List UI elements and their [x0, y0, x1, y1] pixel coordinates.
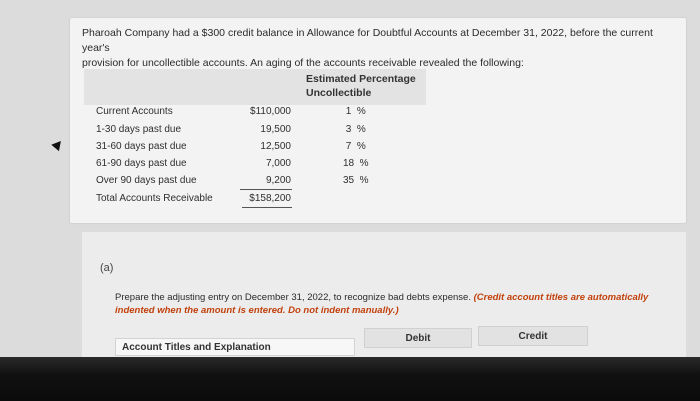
row-amount-31-60: 12,500 — [260, 141, 291, 152]
row-pct-over-90: 35 % — [343, 175, 369, 186]
subtotal-rule — [240, 189, 292, 190]
instruction-note: (Credit account titles are automatically indented when the amount is entered. Do not indent manually.) — [115, 292, 649, 316]
row-amount-1-30: 19,500 — [260, 124, 291, 135]
instruction-main: Prepare the adjusting entry on December 31, 2022, to recognize bad debts expense. — [115, 292, 471, 303]
pct-header-line-2: Uncollectible — [306, 87, 372, 99]
row-amount-61-90: 7,000 — [265, 158, 291, 169]
row-label-current: Current Accounts — [96, 106, 173, 117]
mouse-cursor-icon — [51, 138, 64, 151]
row-label-1-30: 1-30 days past due — [96, 124, 182, 135]
row-amount-over-90: 9,200 — [265, 175, 291, 186]
row-pct-31-60: 7 % — [343, 141, 366, 152]
monitor-bezel — [0, 357, 700, 401]
row-pct-1-30: 3 % — [343, 124, 366, 135]
part-label: (a) — [100, 262, 114, 274]
row-amount-total: $158,200 — [249, 193, 291, 204]
row-label-61-90: 61-90 days past due — [96, 158, 187, 169]
credit-header: Credit — [478, 326, 588, 346]
row-pct-61-90: 18 % — [343, 158, 369, 169]
account-titles-header: Account Titles and Explanation — [115, 338, 355, 356]
intro-line-1: Pharoah Company had a $300 credit balance in Allowance for Doubtful Accounts at December 31, 2022, before the current year's — [82, 27, 653, 54]
problem-statement — [82, 26, 680, 71]
intro-line-2: provision for uncollectible accounts. An aging of the accounts receivable revealed the following: — [82, 57, 524, 69]
total-underline — [242, 207, 292, 208]
pct-column-header — [306, 72, 426, 100]
row-label-31-60: 31-60 days past due — [96, 141, 187, 152]
pct-header-line-1: Estimated Percentage — [306, 73, 416, 85]
debit-header: Debit — [364, 328, 472, 348]
row-amount-current: $110,000 — [250, 106, 291, 117]
instruction-text — [115, 291, 675, 317]
row-label-total: Total Accounts Receivable — [96, 193, 213, 204]
row-pct-current: 1 % — [343, 106, 366, 117]
row-label-over-90: Over 90 days past due — [96, 175, 197, 186]
